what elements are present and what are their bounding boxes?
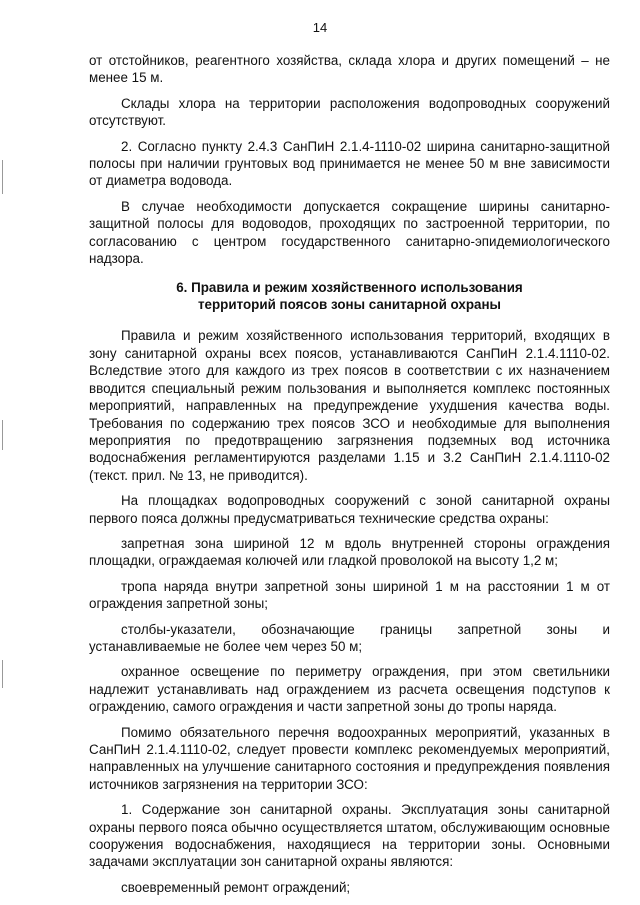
list-item: запретная зона шириной 12 м вдоль внутренней стороны ограждения площадки, ограждаемая колючей или гладкой проволокой на высоту 1,2 м; <box>89 535 610 569</box>
scan-margin-mark <box>2 660 3 688</box>
paragraph: 2. Согласно пункту 2.4.3 СанПиН 2.1.4-1110-02 ширина санитарно-защитной полосы при наличии грунтовых вод принимается не менее 50 м вне зависимости от диаметра водовода. <box>89 138 610 189</box>
paragraph: Правила и режим хозяйственного использования территорий, входящих в зону санитарной охраны всех поясов, устанавливаются СанПиН 2.1.4.1110-02. Вследствие этого для каждого из трех поясов в соответствии с их назначением вводится специальный режим пользования и выполняется комплекс постоянных мероприятий, направленных на предупреждение ухудшения качества воды. Требования по содержанию трех поясов ЗСО и необходимые для выполнения мероприятия по предотвращению загрязнения подземных вод источника водоснабжения регламентируются разделами 1.15 и 3.2 СанПиН 2.1.4.1110-02 (текст. прил. № 13, не приводится). <box>89 328 610 483</box>
paragraph: Помимо обязательного перечня водоохранных мероприятий, указанных в СанПиН 2.1.4.1110-02, следует провести комплекс рекомендуемых мероприятий, направленных на улучшение санитарного состояния и предупреждения появления источников загрязнения на территории ЗСО: <box>89 724 610 792</box>
list-item: тропа наряда внутри запретной зоны шириной 1 м на расстоянии 1 м от ограждения запретной зоны; <box>89 578 610 612</box>
paragraph: от отстойников, реагентного хозяйства, склада хлора и других помещений – не менее 15 м. <box>89 53 610 86</box>
paragraph: В случае необходимости допускается сокращение ширины санитарно-защитной полосы для водоводов, проходящих по застроенной территории, по согласованию с центром государственного санитарно-эпидемиологического надзора. <box>89 198 610 267</box>
list-item: столбы-указатели, обозначающие границы запретной зоны и устанавливаемые не более чем через 50 м; <box>89 621 610 654</box>
paragraph: На площадках водопроводных сооружений с зоной санитарной охраны первого пояса должны предусматриваться технические средства охраны: <box>89 493 610 526</box>
scan-margin-mark <box>2 420 3 450</box>
paragraph: 1. Содержание зон санитарной охраны. Эксплуатация зоны санитарной охраны первого пояса обычно осуществляется штатом, обслуживающим основные сооружения водоснабжения, находящиеся на территории зоны. Основными задачами эксплуатации зон санитарной охраны являются: <box>89 802 610 870</box>
paragraph: Склады хлора на территории расположения водопроводных сооружений отсутствуют. <box>89 95 610 129</box>
page-number: 14 <box>312 20 328 35</box>
page-content <box>89 52 610 904</box>
section-heading-line: территорий поясов зоны санитарной охраны <box>198 297 501 313</box>
scan-margin-mark <box>2 160 3 194</box>
list-item: своевременный ремонт ограждений; <box>121 879 351 895</box>
section-heading <box>89 279 610 313</box>
list-item: охранное освещение по периметру ограждения, при этом светильники надлежит устанавливать над ограждением из расчета освещения подступов к ограждению, самого ограждения и части запретной зоны до тропы наряда. <box>89 664 610 715</box>
section-heading-line: 6. Правила и режим хозяйственного использования <box>176 280 523 296</box>
